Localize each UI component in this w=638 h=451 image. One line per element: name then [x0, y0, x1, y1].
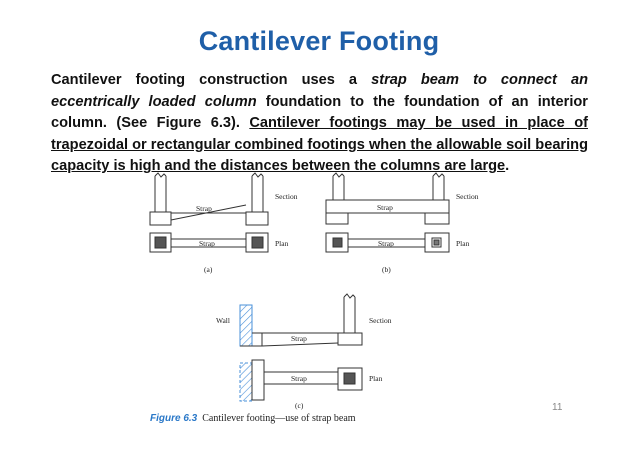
- paragraph-italic-phrase: strap beam to connect an eccentrically loaded column: [51, 72, 588, 110]
- figure-b-strap-section-label: Strap: [377, 203, 393, 212]
- figure-c-label: (c): [295, 401, 304, 410]
- figure-a-section-label: Section: [275, 192, 298, 201]
- figure-c-plan-label: Plan: [369, 374, 383, 383]
- figure-c-wall-label: Wall: [216, 316, 230, 325]
- paragraph-part-3: foundation to the foundation of an interior column. (See Figure 6.3).: [51, 93, 588, 131]
- figure-b-section-label: Section: [456, 192, 479, 201]
- figure-c-strap-section-label: Strap: [291, 334, 307, 343]
- figure-b-strap-plan-label: Strap: [378, 239, 394, 248]
- figure-c-strap-plan-label: Strap: [291, 374, 307, 383]
- paragraph-underlined-sentence: Cantilever footings may be used in place of trapezoidal or rectangular combined footings when the allowable soil bearing capacity is high and the distances between the columns are large: [51, 115, 588, 174]
- figure-a-strap-plan-label: Strap: [199, 239, 215, 248]
- figure-a-section: [150, 173, 268, 225]
- paragraph-part-1: Cantilever footing construction uses a: [51, 72, 372, 88]
- figure-c-section-label: Section: [369, 316, 392, 325]
- figure-caption-text: Cantilever footing—use of strap beam: [202, 413, 356, 424]
- figure-a-plan-label: Plan: [275, 239, 289, 248]
- figure-b-label: (b): [382, 265, 391, 274]
- paragraph-period: .: [505, 158, 510, 174]
- figure-b-plan-label: Plan: [456, 239, 470, 248]
- figure-caption: [150, 413, 356, 424]
- figure-a-label: (a): [204, 265, 213, 274]
- page-number: 11: [552, 402, 563, 413]
- figure-caption-number: Figure 6.3: [150, 413, 198, 424]
- slide-title: Cantilever Footing: [198, 26, 440, 56]
- figure-b-section: [326, 173, 449, 224]
- figure-a-strap-section-label: Strap: [196, 204, 212, 213]
